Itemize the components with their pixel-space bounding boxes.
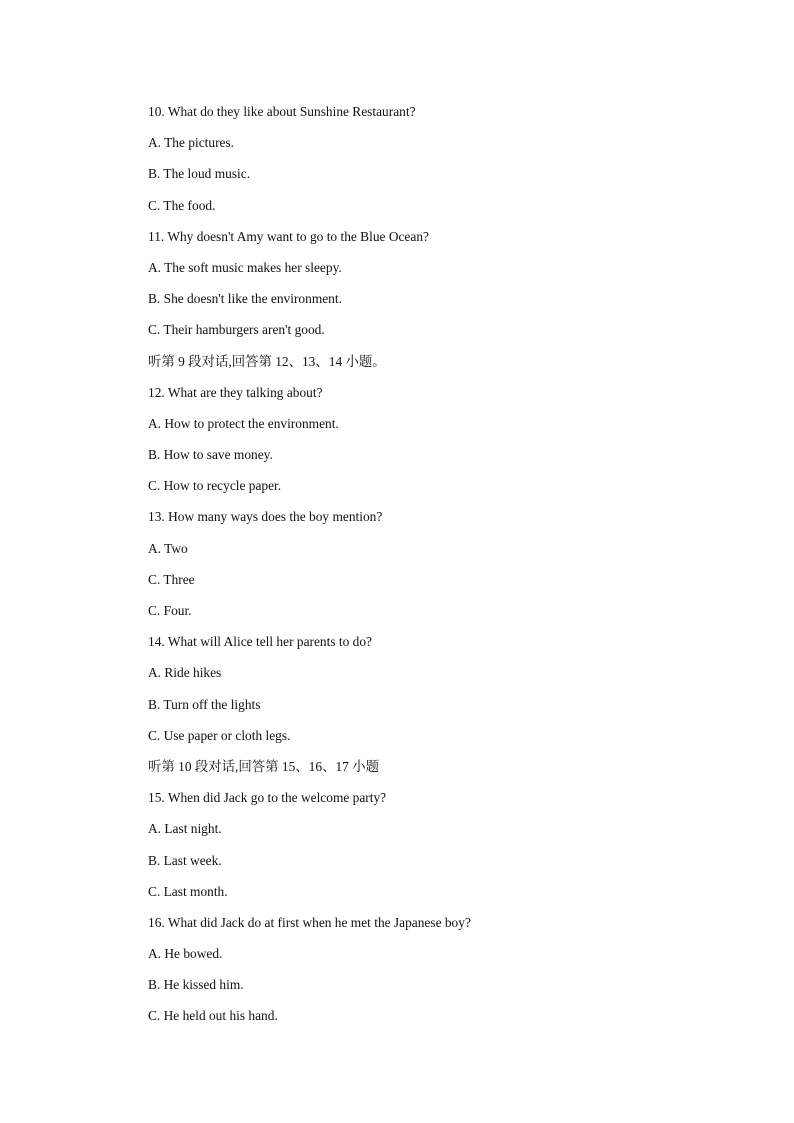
question-16: 16. What did Jack do at first when he met the Japanese boy? bbox=[148, 914, 471, 930]
question-16-option-c: C. He held out his hand. bbox=[148, 1008, 278, 1024]
question-13-option-b: C. Three bbox=[148, 571, 195, 587]
question-12-option-c: C. How to recycle paper. bbox=[148, 478, 282, 494]
question-10: 10. What do they like about Sunshine Restaurant? bbox=[148, 104, 416, 119]
question-14-option-b: B. Turn off the lights bbox=[148, 696, 261, 712]
document-page bbox=[148, 102, 748, 1038]
question-16-option-a: A. He bowed. bbox=[148, 946, 223, 962]
question-12: 12. What are they talking about? bbox=[148, 384, 323, 400]
question-11-option-b: B. She doesn't like the environment. bbox=[148, 291, 342, 307]
question-14-option-c: C. Use paper or cloth legs. bbox=[148, 727, 291, 743]
question-11-option-a: A. The soft music makes her sleepy. bbox=[148, 259, 342, 275]
question-14: 14. What will Alice tell her parents to do? bbox=[148, 634, 372, 650]
question-10-option-c: C. The food. bbox=[148, 197, 216, 213]
question-13-option-c: C. Four. bbox=[148, 603, 192, 618]
question-11: 11. Why doesn't Amy want to go to the Blue Ocean? bbox=[148, 228, 429, 244]
question-15-option-a: A. Last night. bbox=[148, 821, 222, 837]
question-15-option-c: C. Last month. bbox=[148, 883, 228, 899]
section-instruction-dialogue-10: 听第 10 段对话,回答第 15、16、17 小题 bbox=[148, 758, 379, 774]
question-15: 15. When did Jack go to the welcome party? bbox=[148, 790, 387, 806]
question-12-option-a: A. How to protect the environment. bbox=[148, 415, 339, 431]
question-14-option-a: A. Ride hikes bbox=[148, 665, 222, 681]
question-12-option-b: B. How to save money. bbox=[148, 447, 273, 463]
question-15-option-b: B. Last week. bbox=[148, 852, 222, 868]
question-10-option-a: A. The pictures. bbox=[148, 135, 235, 151]
question-11-option-c: C. Their hamburgers aren't good. bbox=[148, 322, 325, 338]
question-13: 13. How many ways does the boy mention? bbox=[148, 509, 383, 525]
section-instruction-dialogue-9: 听第 9 段对话,回答第 12、13、14 小题。 bbox=[148, 353, 386, 369]
question-13-option-a: A. Two bbox=[148, 540, 188, 556]
question-16-option-b: B. He kissed him. bbox=[148, 977, 244, 993]
question-10-option-b: B. The loud music. bbox=[148, 166, 251, 182]
